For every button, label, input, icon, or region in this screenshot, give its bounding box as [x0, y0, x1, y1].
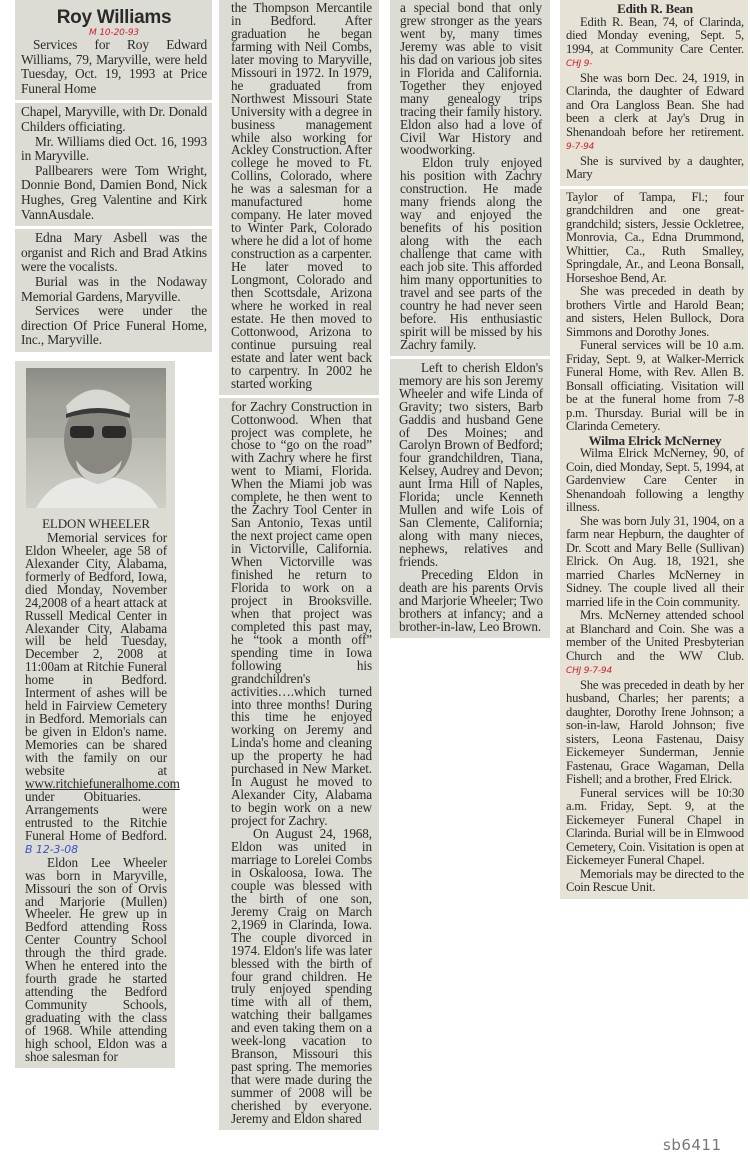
eldon-wheeler-photo	[26, 368, 166, 508]
eldon-wheeler-clip-2	[219, 0, 379, 395]
eldon-paragraph: Eldon truly enjoyed his position with Zachry construction. He made many friends along the way and enjoyed the benefits of his position along with the each challenge that came with each job site. This afforded him many opportunities to travel and see parts of the country he had never seen before. His enthusiastic spirit will be missed by his Zachry family.	[400, 155, 542, 352]
roy-paragraph: Edna Mary Asbell was the organist and Rich and Brad Atkins were the vocalists.	[21, 230, 207, 275]
roy-williams-clip-1	[15, 0, 212, 100]
edith-paragraph: She was preceded in death by brothers Virtle and Harold Bean; and sisters, Helen Bullock, Dora Simmons and Dorothy Jones.	[566, 284, 744, 339]
roy-paragraph: Pallbearers were Tom Wright, Donnie Bond, Damien Bond, Nick Hughes, Greg Valentine and Kirk VannAusdale.	[21, 162, 207, 222]
edith-wilma-clip-2	[560, 189, 748, 899]
edith-paragraph: Funeral services will be 10 a.m. Friday, Sept. 9, at Walker-Merrick Funeral Home, with Rev. Allen B. Bonsall officiating. Visitation will be at the funeral home from 7-8 p.m. Thursday. Burial will be in Clarinda Cemetery.	[566, 338, 744, 433]
eldon-paragraph: Eldon Lee Wheeler was born in Maryville, Missouri the son of Orvis and Marjorie (Mullen) Wheeler. He grew up in Bedford attending Ross Center Country School through the third grade. When he entered into the fourth grade he started attending the Bedford Community Schools, graduating with the class of 1968. While attending high school, Eldon was a shoe salesman for	[25, 854, 167, 1064]
funeral-home-website-link[interactable]: www.ritchiefuneralhome.com	[25, 775, 180, 791]
eldon-paragraph: Preceding Eldon in death are his parents Orvis and Marjorie Wheeler; Two brothers at infancy; and a brother-in-law, Leo Brown.	[399, 566, 543, 634]
edith-paragraph	[566, 16, 744, 72]
eldon-wheeler-clip-3	[219, 398, 379, 1130]
edith-text: Edith R. Bean, 74, of Clarinda, died Monday evening, Sept. 5, 1994, at Community Care Center.	[566, 14, 744, 56]
edith-heading: Edith R. Bean	[617, 1, 693, 16]
eldon-handwritten-date: B 12-3-08	[25, 842, 79, 856]
page-mark: sb6411	[663, 1136, 722, 1154]
wilma-heading: Wilma Elrick McNerney	[588, 432, 722, 448]
eldon-paragraph: for Zachry Construction in Cottonwood. When that project was complete, he chose to “go on the road” with Zachry where he first went to Miami, Florida. When the Miami job was complete, he then went to the Zachry Tool Center in San Antonio, Texas until the next project came open in Victorville, California. When Victorville was finished he return to Florida to work on a project in Brooksville. when that project was completed this past may, he “took a month off” spending time in Iowa following his grandchildren's activities….which turned into three months! During this time he enjoyed working on Jeremy and Linda's home and cleaning up the property he had purchased in New Market. In August he moved to Alexander City, Alabama to begin work on a new project for Zachry.	[231, 398, 372, 829]
wilma-paragraph: Wilma Elrick McNerney, 90, of Coin, died Monday, Sept. 5, 1994, at Gardenview Care Center in Shenandoah following a lengthy illness.	[566, 446, 744, 514]
eldon-wheeler-clip-5	[390, 359, 550, 638]
edith-paragraph: Taylor of Tampa, Fl.; four grandchildren and one great-grandchild; sisters, Jessie Ockletree, Monrovia, Ca., Edna Drummond, Whittier, Ca., Ruth Smalley, Springdale, Ar., and Leona Bonsall, Horseshoe Bend, Ar.	[566, 189, 744, 285]
eldon-wheeler-clip-4	[390, 0, 550, 356]
eldon-paragraph	[25, 529, 180, 857]
wilma-paragraph: Memorials may be directed to the Coin Rescue Unit.	[566, 866, 744, 894]
roy-paragraph: Services for Roy Edward Williams, 79, Maryville, were held Tuesday, Oct. 19, 1993 at Price Funeral Home	[21, 37, 207, 96]
roy-williams-title: Roy Williams	[56, 7, 172, 28]
edith-paragraph: She is survived by a daughter, Mary	[566, 153, 744, 181]
wilma-paragraph	[566, 609, 744, 679]
column-1	[15, 0, 212, 1068]
eldon-paragraph: the Thompson Mercantile in Bedford. After graduation he began farming with Neil Combs, later moving to Maryville, Missouri in 1972. In 1979, he graduated from Northwest Missouri State University with a degree in business management while also working for Ackley Construction. After college he moved to Ft. Collins, Colorado, where he was a salesman for a manufactured home company. He later moved to Winter Park, Colorado where he did a lot of home construction as a carpenter. He later moved to Longmont, Colorado and then Scottsdale, Arizona where he worked in real estate. He then moved to Cottonwood, Arizona to continue pursuing real estate and later went back to carpentry. In 2002 he started working	[231, 0, 372, 391]
roy-paragraph: Chapel, Maryville, with Dr. Donald Childers officiating.	[21, 104, 207, 134]
column-2	[219, 0, 379, 1130]
eldon-wheeler-clip-1	[15, 361, 180, 1068]
eldon-heading: ELDON WHEELER	[42, 515, 150, 531]
roy-williams-clip-3	[15, 229, 212, 352]
portrait-image	[26, 368, 166, 508]
eldon-text: Memorial services for Eldon Wheeler, age 58 of Alexander City, Alabama, formerly of Bedford, Iowa, died Monday, November 24,2008 of a heart attack at Russell Medical Center in Alexander City, Alabama will be held Tuesday, December 2, 2008 at 11:00am at Ritchie Funeral home in Bedford. Interment of ashes will be held in Fairview Cemetery in Bedford. Memorials can be given in Eldon's name. Memories can be shared with the family on our website at	[25, 529, 167, 778]
wilma-paragraph: Funeral services will be 10:30 a.m. Friday, Sept. 9, at the Eickemeyer Funeral Chapel in Clarinda. Burial will be in Elmwood Cemetery, Coin. Visitation is open at Eickemeyer Funeral Chapel.	[566, 785, 744, 867]
wilma-text: Mrs. McNerney attended school at Blanchard and Coin. She was a member of the United Presbyterian Church and the WW Club.	[566, 608, 744, 663]
edith-paragraph	[566, 72, 744, 155]
edith-handwritten-note: CHJ 9-	[566, 59, 593, 69]
edith-text: She was born Dec. 24, 1919, in Clarinda, the daughter of Edward and Ora Langloss Bean. She had been a clerk at Jay's Drug in Shenandoah before her retirement.	[566, 70, 744, 139]
roy-handwritten-date: M 10-20-93	[89, 28, 139, 38]
roy-paragraph: Burial was in the Nodaway Memorial Gardens, Maryville.	[21, 273, 207, 304]
roy-williams-clip-2	[15, 103, 212, 226]
wilma-paragraph: She was preceded in death by her husband, Charles; her parents; a daughter, Dorothy Irene Johnson; a son-in-law, Harold Johnson; five sisters, Leona Fastenau, Daisy Eickemeyer Sunderman, Jennie Fastenau, Grace Wagaman, Della Fishell; and a brother, Fred Elrick.	[566, 677, 744, 786]
edith-bean-clip-1	[560, 0, 748, 186]
roy-paragraph: Services were under the direction Of Price Funeral Home, Inc., Maryville.	[21, 303, 207, 348]
edith-handwritten-date: 9-7-94	[566, 142, 595, 152]
wilma-paragraph: She was born July 31, 1904, on a farm near Hepburn, the daughter of Dr. Scott and Mary Belle (Sullivan) Elrick. On Aug. 18, 1921, she married Charles McNerney in Sidney. The couple lived all their married life in the Coin community.	[566, 513, 744, 609]
column-4	[560, 0, 748, 899]
eldon-text: under Obituaries. Arrangements were entrusted to the Ritchie Funeral Home of Bedford.	[25, 788, 167, 843]
eldon-paragraph: On August 24, 1968, Eldon was united in marriage to Lorelei Combs in Oskaloosa, Iowa. The couple was blessed with the birth of one son, Jeremy Craig on March 2,1969 in Clarinda, Iowa. The couple divorced in 1974. Eldon's life was later blessed with the birth of four grand children. He truly enjoyed spending time with all of them, watching their ballgames and even taking them on a week-long vacation to Branson, Missouri this past spring. The memories that were made during the summer of 2008 will be cherished by everyone. Jeremy and Eldon shared	[231, 826, 372, 1127]
eldon-paragraph: Left to cherish Eldon's memory are his son Jeremy Wheeler and wife Linda of Gravity; two sisters, Barb Gaddis and husband Gene of Des Moines; and Carolyn Brown of Bedford; four grandchildren, Tiana, Kelsey, Audrey and Devon; aunt Irma Hill of Naples, Florida; uncle Kenneth Mullen and wife Lois of San Clemente, California; along with many nieces, nephews, relatives and friends.	[399, 359, 543, 570]
wilma-handwritten-date: CHJ 9-7-94	[566, 666, 612, 676]
column-3	[390, 0, 550, 638]
roy-paragraph: Mr. Williams died Oct. 16, 1993 in Maryville.	[21, 133, 207, 164]
eldon-paragraph: a special bond that only grew stronger as the years went by, many times Jeremy was able to visit his dad on various job sites in Florida and California. Together they enjoyed many genealogy trips tracing their family history. Eldon also had a love of Civil War History and woodworking.	[400, 0, 542, 158]
